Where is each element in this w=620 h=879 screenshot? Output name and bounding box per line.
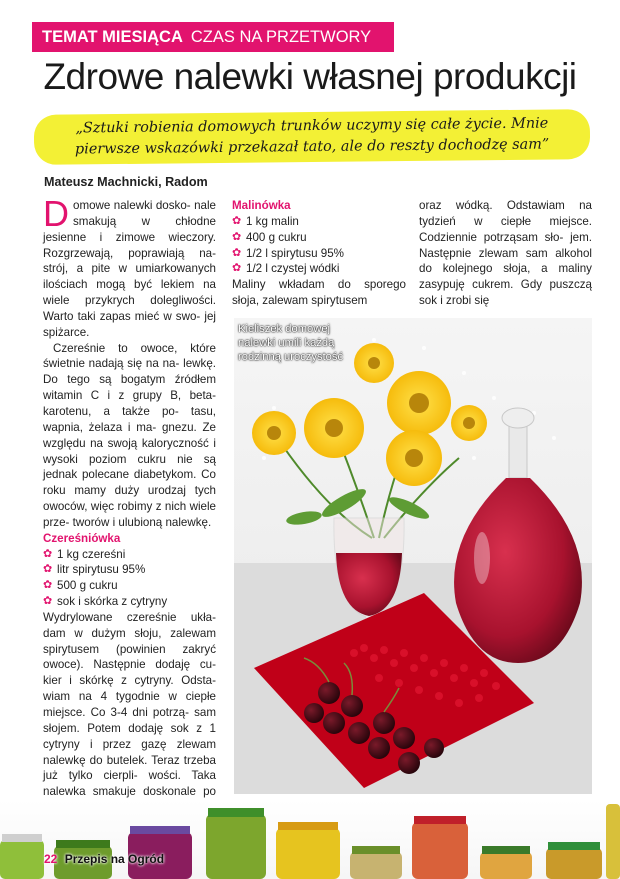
drop-cap: D xyxy=(43,193,69,234)
ingredient-item: ✿ 500 g cukru xyxy=(43,579,118,593)
preserve-jars-illustration xyxy=(0,800,620,879)
ingredient-item: ✿ sok i skórka z cytryny xyxy=(43,595,168,609)
flower-bullet-icon: ✿ xyxy=(232,246,242,259)
photo-caption: Kieliszek domowej nalewki umili każdą rodzinną uroczystość xyxy=(238,323,344,363)
banner-topic: TEMAT MIESIĄCA xyxy=(42,27,183,46)
recipe-method: Wydrylowane czereśnie ukła- dam w dużym słoju, zalewam spirytusem (powinien zakryć owoce). Następnie dodaję cu- kier i skórkę z cytryny. Odsta- wiam na 4 tygodnie w ciepłe miejsce. Co 3-4 dni potrzą- sam słojem. Potem dodaję sok z 1 cytryny i przez gazę zlewam nalewkę do butelek. Teraz trzeba już tylko cierpli- wości. Taka nalewka smakuje doskonale po xyxy=(43,610,217,799)
recipe-method-continued: oraz wódką. Odstawiam na tydzień w ciepłe miejsce. Codziennie potrząsam sło- jem. Następnie zlewam sam alkohol do kolejnego słoja, a maliny zasypuję cukrem. Gdy puszczą sok i zrobi się xyxy=(419,199,592,308)
ingredient-item: ✿ 1 kg malin xyxy=(232,214,299,228)
flower-bullet-icon: ✿ xyxy=(232,262,242,275)
flower-bullet-icon: ✿ xyxy=(232,214,242,227)
recipe-title: Malinówka xyxy=(232,199,291,212)
magazine-name: Przepis na Ogród xyxy=(64,852,165,866)
intro-paragraph: omowe nalewki dosko- nale smakują w chłodne jesienne i zimowe wieczory. Rozgrzewają, poprawiają na- strój, a pite w umiarkowanych ilościach mogą być lekiem na wiele przykrych dolegliwości. Warto taki zapas mieć w swo- jej spiżarce. xyxy=(43,199,216,339)
page-footer xyxy=(44,852,164,866)
flower-bullet-icon: ✿ xyxy=(43,563,53,576)
ingredient-item: ✿ 1/2 l spirytusu 95% xyxy=(232,246,344,260)
text-column-2 xyxy=(232,198,406,309)
recipe-method: Maliny wkładam do sporego słoja, zalewam spirytusem xyxy=(232,278,406,308)
section-banner xyxy=(32,22,394,52)
banner-subtopic: CZAS NA PRZETWORY xyxy=(190,27,372,46)
text-column-1 xyxy=(43,193,217,816)
recipe-title: Czereśniówka xyxy=(43,531,121,545)
page-number: 22 xyxy=(44,852,58,866)
ingredient-item: ✿ litr spirytusu 95% xyxy=(43,563,146,577)
jar-icon xyxy=(0,804,620,879)
article-author: Mateusz Machnicki, Radom xyxy=(44,175,208,189)
pull-quote xyxy=(34,109,590,165)
ingredient-item: ✿ 1/2 l czystej wódki xyxy=(232,262,340,276)
flower-bullet-icon: ✿ xyxy=(43,579,53,592)
decanter-icon xyxy=(454,408,582,663)
text-column-3 xyxy=(419,198,592,309)
ingredient-item: ✿ 1 kg czereśni xyxy=(43,547,126,561)
flower-bullet-icon: ✿ xyxy=(43,595,53,608)
ingredient-item: ✿ 400 g cukru xyxy=(232,230,307,244)
article-title: Zdrowe nalewki własnej produkcji xyxy=(43,56,577,97)
quote-line: pierwsze wskazówki przekazał tato, ale do reszty dochodzę sam” xyxy=(74,136,550,158)
still-life-illustration xyxy=(234,318,592,794)
quote-line: „Sztuki robienia domowych trunków uczymy się całe życie. Mnie xyxy=(75,115,549,137)
liqueur-photo xyxy=(234,318,592,794)
body-paragraph: Czereśnie to owoce, które świetnie nadają się na na- lewkę. Do tego są bogatym źródłem witamin C i z grupy B, beta-karotenu, a także po- tasu, wapnia, żelaza i ma- gnezu. Ze względu na swoją kaloryczność i wysoki poziom cukru nie są jednak polecane diabetykom. Co roku mamy duży urodzaj tych owoców, więc robimy z nich wiele prze- tworów i ulubioną nalewkę. xyxy=(43,341,217,529)
footer-jars-strip xyxy=(0,800,620,879)
flower-bullet-icon: ✿ xyxy=(43,547,53,560)
flower-bullet-icon: ✿ xyxy=(232,230,242,243)
